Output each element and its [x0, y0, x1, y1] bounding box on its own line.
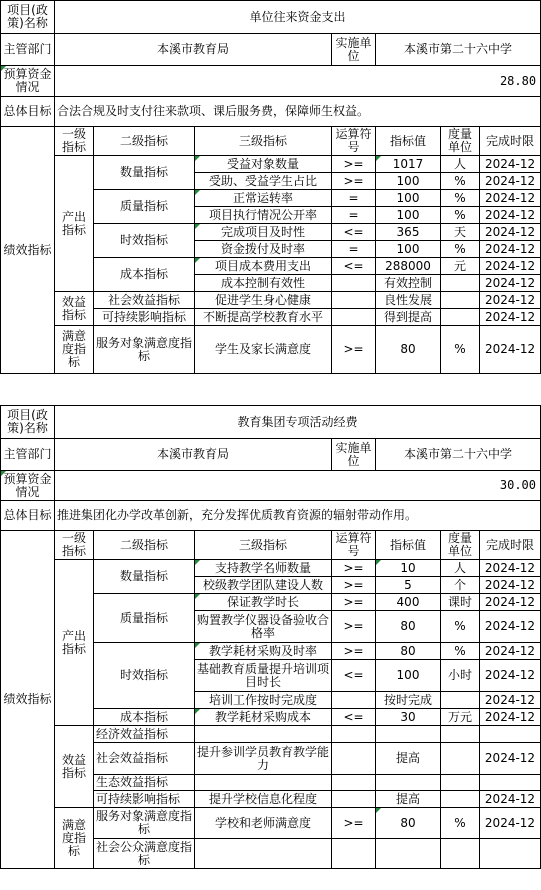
indicator-op: <=: [332, 709, 376, 726]
indicator-unit: [441, 309, 480, 326]
indicator-l3-empty: [195, 726, 332, 743]
indicator-val: 80: [376, 643, 441, 660]
indicator-unit-empty: [441, 726, 480, 743]
indicator-val: 得到提高: [376, 309, 441, 326]
indicator-unit-empty: [441, 839, 480, 869]
indicator-time: 2024-12: [480, 577, 541, 594]
indicator-unit-empty: [441, 775, 480, 791]
indicator-val: 100: [376, 660, 441, 692]
indicator-l3: 受助、受益学生占比: [195, 173, 332, 190]
indicator-unit: %: [441, 326, 480, 374]
indicator-val: 1017: [376, 156, 441, 173]
project-name-label: 项目(政策)名称: [1, 406, 55, 439]
indicator-l3: 基础教育质量提升培训项目时长: [195, 660, 332, 692]
indicator-l3-empty: [195, 839, 332, 869]
sub-timeliness: 时效指标: [94, 224, 195, 258]
indicator-val: 按时完成: [376, 692, 441, 709]
sub-service: 服务对象满意度指标: [94, 326, 195, 374]
indicator-op: [332, 275, 376, 292]
indicator-op: >=: [332, 156, 376, 173]
indicator-val: 100: [376, 207, 441, 224]
indicator-l3: 完成项目及时性: [195, 224, 332, 241]
dept-name: 本溪市教育局: [55, 34, 332, 66]
indicator-val: 400: [376, 594, 441, 611]
indicator-val-empty: [376, 775, 441, 791]
sub-eco: 生态效益指标: [94, 775, 195, 791]
indicator-unit: %: [441, 611, 480, 643]
sub-sustain: 可持续影响指标: [94, 791, 195, 808]
group-output: 产出指标: [55, 156, 94, 292]
indicator-val: 80: [376, 611, 441, 643]
indicator-op: [332, 309, 376, 326]
indicator-time-empty: [480, 775, 541, 791]
goal-text: 合法合规及时支付往来款项、课后服务费，保障师生权益。: [55, 97, 541, 127]
indicator-val: 80: [376, 326, 441, 374]
sub-service: 服务对象满意度指标: [94, 808, 195, 839]
indicator-unit: %: [441, 643, 480, 660]
perf-table-2: [0, 405, 541, 869]
indicator-l3: 购置教学仪器设备验收合格率: [195, 611, 332, 643]
indicator-unit: [441, 292, 480, 309]
indicator-time: 2024-12: [480, 173, 541, 190]
indicator-l3: 校级教学团队建设人数: [195, 577, 332, 594]
indicator-unit: 小时: [441, 660, 480, 692]
indicator-unit: [441, 692, 480, 709]
header-l2: 二级指标: [94, 127, 195, 156]
indicator-time: 2024-12: [480, 709, 541, 726]
indicator-op: >=: [332, 173, 376, 190]
indicator-op: >=: [332, 326, 376, 374]
budget-label: 预算资金情况: [1, 66, 55, 97]
indicator-val: 30: [376, 709, 441, 726]
sub-timeliness: 时效指标: [94, 643, 195, 709]
indicator-time: 2024-12: [480, 743, 541, 775]
header-time: 完成时限: [480, 531, 541, 560]
header-l2: 二级指标: [94, 531, 195, 560]
indicator-val-empty: [376, 839, 441, 869]
indicator-unit: 人: [441, 156, 480, 173]
indicator-time: 2024-12: [480, 660, 541, 692]
indicator-time: 2024-12: [480, 611, 541, 643]
perf-label: 绩效指标: [1, 531, 55, 869]
goal-label: 总体目标: [1, 501, 55, 531]
indicator-op: =: [332, 190, 376, 207]
header-op: 运算符号: [332, 127, 376, 156]
sub-public: 社会公众满意度指标: [94, 839, 195, 869]
indicator-val: 80: [376, 808, 441, 839]
indicator-time: 2024-12: [480, 292, 541, 309]
indicator-val-empty: [376, 726, 441, 743]
header-val: 指标值: [376, 531, 441, 560]
indicator-val: 提高: [376, 791, 441, 808]
header-l3: 三级指标: [195, 531, 332, 560]
indicator-l3: 支持教学名师数量: [195, 560, 332, 577]
indicator-unit: %: [441, 808, 480, 839]
indicator-op-empty: [332, 775, 376, 791]
indicator-l3: 教学耗材采购成本: [195, 709, 332, 726]
indicator-op: >=: [332, 594, 376, 611]
budget-value: 30.00: [55, 471, 541, 501]
goal-text: 推进集团化办学改革创新，充分发挥优质教育资源的辐射带动作用。: [55, 501, 541, 531]
indicator-time: 2024-12: [480, 190, 541, 207]
budget-value: 28.80: [55, 66, 541, 97]
sub-social: 社会效益指标: [94, 292, 195, 309]
indicator-op: <=: [332, 660, 376, 692]
indicator-l3: 提升参训学员教育教学能力: [195, 743, 332, 775]
indicator-l3: 保证教学时长: [195, 594, 332, 611]
indicator-op: >=: [332, 643, 376, 660]
indicator-op: >=: [332, 611, 376, 643]
indicator-op: [332, 743, 376, 775]
goal-label: 总体目标: [1, 97, 55, 127]
indicator-op-empty: [332, 726, 376, 743]
dept-label: 主管部门: [1, 439, 55, 471]
indicator-op: <=: [332, 258, 376, 275]
indicator-val: 5: [376, 577, 441, 594]
header-unit: 度量单位: [441, 127, 480, 156]
indicator-op: =: [332, 207, 376, 224]
indicator-time: 2024-12: [480, 692, 541, 709]
indicator-time: 2024-12: [480, 275, 541, 292]
indicator-l3: 教学耗材采购及时率: [195, 643, 332, 660]
indicator-unit: 个: [441, 577, 480, 594]
indicator-val: 良性发展: [376, 292, 441, 309]
indicator-op: [332, 292, 376, 309]
group-satisfaction: 满意度指标: [55, 808, 94, 869]
indicator-val: 100: [376, 173, 441, 190]
indicator-time: 2024-12: [480, 560, 541, 577]
indicator-unit: 人: [441, 560, 480, 577]
indicator-val: 提高: [376, 743, 441, 775]
indicator-val: 100: [376, 241, 441, 258]
indicator-l3: 成本控制有效性: [195, 275, 332, 292]
sub-quantity: 数量指标: [94, 156, 195, 190]
sub-social: 社会效益指标: [94, 743, 195, 775]
indicator-l3-empty: [195, 775, 332, 791]
indicator-l3: 培训工作按时完成度: [195, 692, 332, 709]
indicator-op: >=: [332, 560, 376, 577]
sub-quantity: 数量指标: [94, 560, 195, 594]
header-l3: 三级指标: [195, 127, 332, 156]
indicator-val: 10: [376, 560, 441, 577]
indicator-time: 2024-12: [480, 241, 541, 258]
group-benefit: 效益指标: [55, 726, 94, 808]
indicator-time: 2024-12: [480, 224, 541, 241]
impl-name: 本溪市第二十六中学: [376, 34, 541, 66]
indicator-op-empty: [332, 839, 376, 869]
project-name: 单位往来资金支出: [55, 1, 541, 34]
project-name: 教育集团专项活动经费: [55, 406, 541, 439]
indicator-l3: 不断提高学校教育水平: [195, 309, 332, 326]
indicator-time: 2024-12: [480, 326, 541, 374]
indicator-l3: 资金拨付及时率: [195, 241, 332, 258]
header-unit: 度量单位: [441, 531, 480, 560]
indicator-unit: [441, 275, 480, 292]
indicator-unit: [441, 743, 480, 775]
sub-quality: 质量指标: [94, 190, 195, 224]
indicator-unit: 万元: [441, 709, 480, 726]
indicator-time: 2024-12: [480, 309, 541, 326]
indicator-op: <=: [332, 224, 376, 241]
indicator-op: >=: [332, 808, 376, 839]
impl-label: 实施单位: [332, 34, 376, 66]
indicator-time: 2024-12: [480, 207, 541, 224]
indicator-time: 2024-12: [480, 156, 541, 173]
indicator-unit: %: [441, 207, 480, 224]
indicator-val: 365: [376, 224, 441, 241]
indicator-l3: 学生及家长满意度: [195, 326, 332, 374]
indicator-time: 2024-12: [480, 258, 541, 275]
indicator-l3: 提升学校信息化程度: [195, 791, 332, 808]
indicator-l3: 项目成本费用支出: [195, 258, 332, 275]
impl-name: 本溪市第二十六中学: [376, 439, 541, 471]
group-benefit: 效益指标: [55, 292, 94, 326]
indicator-unit: 元: [441, 258, 480, 275]
indicator-unit: [441, 791, 480, 808]
header-op: 运算符号: [332, 531, 376, 560]
indicator-op: [332, 692, 376, 709]
indicator-op: >=: [332, 577, 376, 594]
sub-quality: 质量指标: [94, 594, 195, 643]
indicator-val: 有效控制: [376, 275, 441, 292]
indicator-time: 2024-12: [480, 791, 541, 808]
indicator-l3: 正常运转率: [195, 190, 332, 207]
indicator-unit: 课时: [441, 594, 480, 611]
group-output: 产出指标: [55, 560, 94, 726]
project-name-label: 项目(政策)名称: [1, 1, 55, 34]
indicator-l3: 学校和老师满意度: [195, 808, 332, 839]
sub-economic: 经济效益指标: [94, 726, 195, 743]
header-l1: 一级指标: [55, 127, 94, 156]
indicator-time-empty: [480, 839, 541, 869]
header-l1: 一级指标: [55, 531, 94, 560]
indicator-l3: 促进学生身心健康: [195, 292, 332, 309]
perf-table-1: [0, 0, 541, 374]
indicator-val: 100: [376, 190, 441, 207]
indicator-unit: %: [441, 173, 480, 190]
indicator-l3: 项目执行情况公开率: [195, 207, 332, 224]
indicator-unit: %: [441, 190, 480, 207]
group-satisfaction: 满意度指标: [55, 326, 94, 374]
indicator-op: [332, 791, 376, 808]
indicator-unit: 天: [441, 224, 480, 241]
sub-cost: 成本指标: [94, 258, 195, 292]
indicator-time-empty: [480, 726, 541, 743]
header-val: 指标值: [376, 127, 441, 156]
dept-name: 本溪市教育局: [55, 439, 332, 471]
indicator-time: 2024-12: [480, 594, 541, 611]
indicator-time: 2024-12: [480, 808, 541, 839]
indicator-op: =: [332, 241, 376, 258]
indicator-time: 2024-12: [480, 643, 541, 660]
dept-label: 主管部门: [1, 34, 55, 66]
indicator-l3: 受益对象数量: [195, 156, 332, 173]
sub-cost: 成本指标: [94, 709, 195, 726]
sub-sustain: 可持续影响指标: [94, 309, 195, 326]
perf-label: 绩效指标: [1, 127, 55, 374]
header-time: 完成时限: [480, 127, 541, 156]
impl-label: 实施单位: [332, 439, 376, 471]
indicator-unit: %: [441, 241, 480, 258]
budget-label: 预算资金情况: [1, 471, 55, 501]
indicator-val: 288000: [376, 258, 441, 275]
